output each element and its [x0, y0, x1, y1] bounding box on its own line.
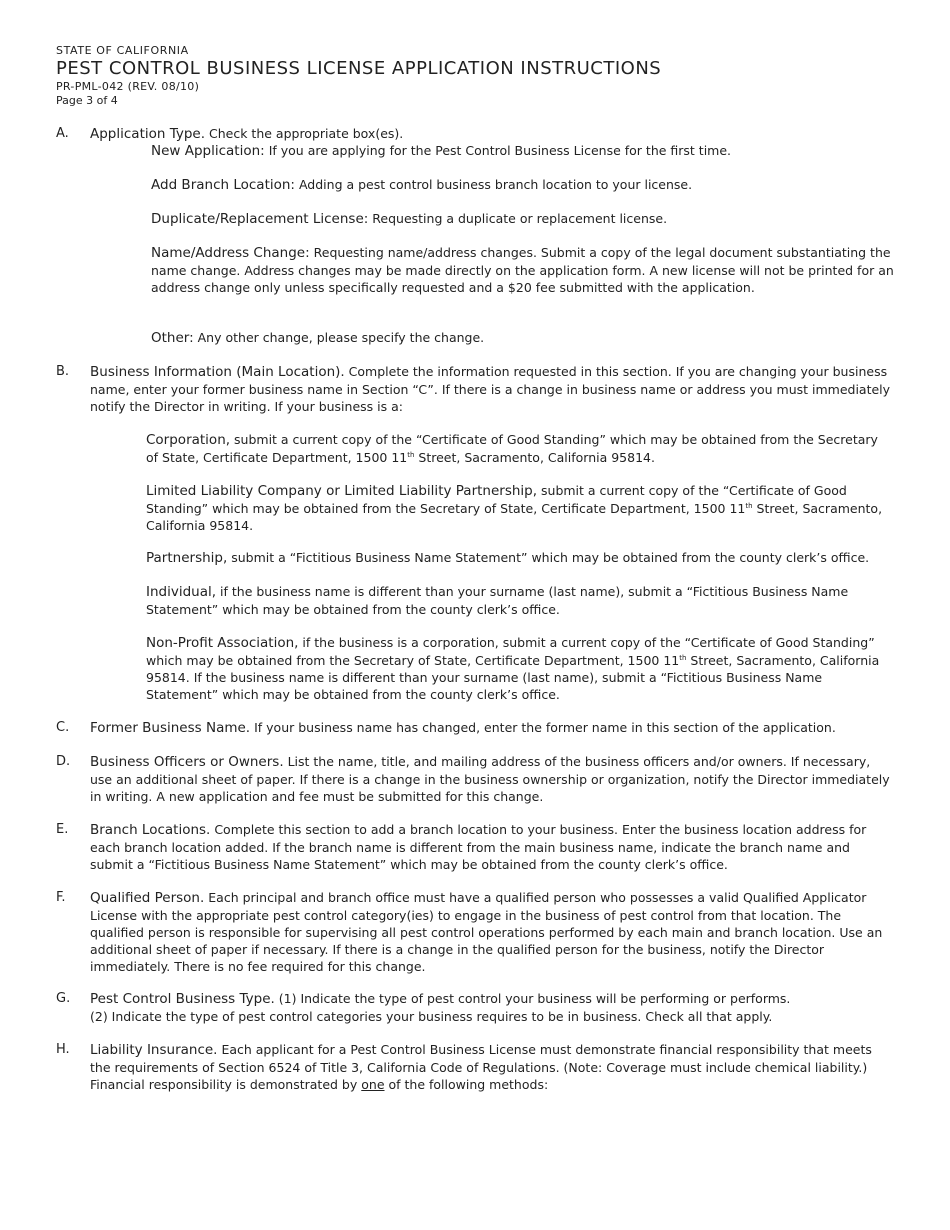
superscript: th — [745, 502, 753, 510]
item-heading: Add Branch Location: — [151, 177, 295, 193]
item-text: Street, Sacramento, California 95814. — [414, 450, 655, 465]
item-llc — [146, 482, 891, 534]
item-other — [151, 329, 896, 347]
state-label: STATE OF CALIFORNIA — [56, 44, 189, 57]
form-number: PR-PML-042 (REV. 08/10) — [56, 80, 200, 93]
item-text: Street, Sacramento, California 95814. If the business name is different than your surname (last name), submit a “Fictitious Business Name Statement” which may be obtained from the county clerk’s office. — [146, 653, 880, 702]
section-letter: G. — [56, 991, 71, 1006]
section-letter: C. — [56, 720, 70, 735]
section-text: If your business name has changed, enter the former name in this section of the application. — [250, 720, 836, 735]
section-heading: Business Information (Main Location). — [90, 364, 345, 380]
item-corporation — [146, 431, 891, 466]
section-heading: Pest Control Business Type. — [90, 991, 275, 1007]
item-non-profit — [146, 634, 891, 703]
item-heading: New Application: — [151, 143, 265, 159]
section-heading: Liability Insurance. — [90, 1042, 218, 1058]
item-duplicate-license — [151, 210, 896, 228]
section-text: Check the appropriate box(es). — [205, 126, 404, 141]
section-text: of the following methods: — [384, 1077, 549, 1092]
item-add-branch — [151, 176, 896, 194]
section-h — [56, 1041, 896, 1093]
section-text: Each principal and branch office must have a qualified person who possesses a valid Qualified Applicator License with the appropriate pest control category(ies) to engage in the business of pest control from that location. The qualified person is responsible for supervising all pest control operations performed by each main and branch location. Use an additional sheet of paper if necessary. If there is a change in the qualified person for the business, notify the Director immediately. There is no fee required for this change. — [90, 890, 883, 974]
item-partnership — [146, 549, 891, 567]
item-text: submit a “Fictitious Business Name Statement” which may be obtained from the county clerk’s office. — [227, 550, 870, 565]
superscript: th — [679, 654, 687, 662]
item-name-address-change — [151, 244, 896, 296]
section-text-2: (2) Indicate the type of pest control categories your business requires to be in business. Check all that apply. — [90, 1009, 773, 1024]
section-letter: E. — [56, 822, 69, 837]
section-e — [56, 821, 896, 873]
item-heading: Limited Liability Company or Limited Liability Partnership, — [146, 483, 538, 499]
item-heading: Other: — [151, 330, 194, 346]
section-text: List the name, title, and mailing address of the business officers and/or owners. If necessary, use an additional sheet of paper. If there is a change in the business ownership or organization, notify the Director immediately in writing. A new application and fee must be submitted for this change. — [90, 754, 890, 804]
section-heading: Branch Locations. — [90, 822, 211, 838]
section-heading: Application Type. — [90, 126, 206, 142]
item-text: if the business is a corporation, submit a current copy of the “Certificate of Good Standing” which may be obtained from the Secretary of State, Certificate Department, 1500 11 — [146, 635, 875, 668]
item-text: Any other change, please specify the change. — [193, 330, 485, 345]
section-letter: H. — [56, 1042, 70, 1057]
section-c — [56, 719, 896, 737]
item-text: Requesting a duplicate or replacement license. — [368, 211, 668, 226]
section-letter: B. — [56, 364, 70, 379]
page-title: PEST CONTROL BUSINESS LICENSE APPLICATION INSTRUCTIONS — [56, 58, 662, 79]
underlined-word: one — [361, 1077, 385, 1092]
item-text: if the business name is different than your surname (last name), submit a “Fictitious Business Name Statement” which may be obtained from the county clerk’s office. — [146, 584, 849, 617]
section-g — [56, 990, 896, 1025]
item-text: Requesting name/address changes. Submit a copy of the legal document substantiating the name change. Address changes may be made directly on the application form. A new license will not be printed for an address change only unless specifically requested and a $20 fee submitted with the application. — [151, 245, 894, 295]
item-text: submit a current copy of the “Certificate of Good Standing” which may be obtained from the Secretary of State, Certificate Department, 1500 11 — [146, 432, 878, 465]
item-heading: Name/Address Change: — [151, 245, 310, 261]
section-heading: Qualified Person. — [90, 890, 205, 906]
item-heading: Individual, — [146, 584, 217, 600]
item-text: Adding a pest control business branch location to your license. — [295, 177, 693, 192]
superscript: th — [407, 451, 415, 459]
section-text: Complete this section to add a branch location to your business. Enter the business location address for each branch location added. If the branch name is different from the main business name, indicate the branch name and submit a “Fictitious Business Name Statement” which may be obtained from the county clerk’s office. — [90, 822, 867, 872]
section-letter: A. — [56, 126, 69, 141]
section-b — [56, 363, 896, 415]
item-individual — [146, 583, 891, 618]
section-heading: Business Officers or Owners. — [90, 754, 284, 770]
item-text: submit a current copy of the “Certificate of Good Standing” which may be obtained from the Secretary of State, Certificate Department, 1500 11 — [146, 483, 847, 516]
item-new-application — [151, 142, 896, 160]
item-text: Street, Sacramento, California 95814. — [146, 501, 883, 533]
item-text: If you are applying for the Pest Control Business License for the first time. — [264, 143, 732, 158]
section-heading: Former Business Name. — [90, 720, 251, 736]
item-heading: Partnership, — [146, 550, 228, 566]
section-text: Complete the information requested in this section. If you are changing your business name, enter your former business name in Section “C”. If there is a change in business name or address you must immediately notify the Director in writing. If your business is a: — [90, 364, 891, 414]
section-letter: F. — [56, 890, 66, 905]
item-heading: Non-Profit Association, — [146, 635, 299, 651]
section-text: (1) Indicate the type of pest control your business will be performing or performs. — [274, 991, 791, 1006]
section-text: Each applicant for a Pest Control Business License must demonstrate financial responsibility that meets the requirements of Section 6524 of Title 3, California Code of Regulations. (Note: Coverage must include chemical liability.) Financial responsibility is demonstrated by — [90, 1042, 872, 1092]
item-heading: Duplicate/Replacement License: — [151, 211, 369, 227]
page-number: Page 3 of 4 — [56, 94, 118, 107]
section-a — [56, 125, 896, 143]
section-d — [56, 753, 896, 805]
item-heading: Corporation, — [146, 432, 231, 448]
section-f — [56, 889, 896, 975]
section-letter: D. — [56, 754, 71, 769]
